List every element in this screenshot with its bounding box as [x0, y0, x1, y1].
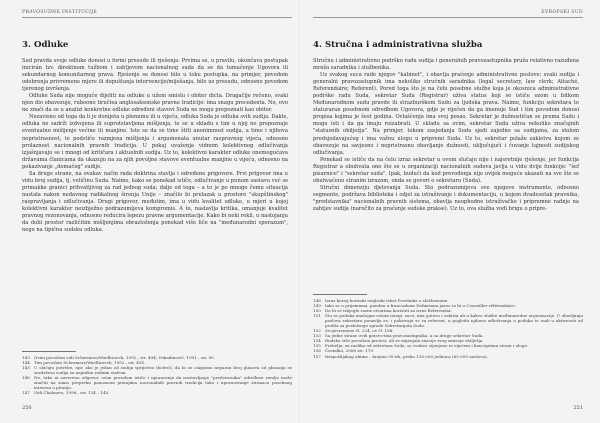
left-paragraph: Nezavisno od toga da li je donijeta u plenumu ili u vijeću, odluka Suda je odluka svih sudija. Dakle, odluka ne sadrži izdvojena ili suprotstavljena mišljenja, te se u skladu s tim u njoj ne prepoznaje eventualno mišljenje većine ili manjine. Iste se da se time štiti anonimnost sudija, a time i njihova nepristrasnost, te podstiče razmjena mišljenja i argumenata unutar raspravnog vijeća, odnosno prolaznost nacionalnih pravnih tradicija. U pokaj uvaženja vidnom kolektivnog odlučivanja izjašnjavaju se i mnogi od kritičara i aktuelnih sudija. Uz to, kolektivni karakter odluke onemogućava državama članicama da ukazuju na za njih povoljne stavove eventualne manjine u vijeću, odnosno na pokazivanje „domaćeg" sudije. [22, 114, 288, 170]
footnote-number: 147 [22, 390, 30, 396]
footnote [22, 365, 292, 375]
page-gutter [299, 0, 301, 423]
left-header-rule [22, 17, 292, 18]
footnote-text: Iako se u prijemama, pandan u francuskom Definiranu jasno ta bi u Conseiller référendaire. [325, 303, 517, 309]
right-footnote-rule [313, 294, 367, 295]
left-page-number: 250 [22, 405, 32, 411]
footnote [313, 313, 583, 328]
footnote-number: 152 [313, 328, 321, 334]
right-paragraph: Stručnu i administrativnu podršku radu sudija i generalnih pravozastupnika pruža relativno razuđena mreža saradnika i službenika. [313, 58, 579, 72]
right-running-head: EVROPSKI SUD [541, 10, 583, 15]
right-section-heading: 4. Stručna i administrativna služba [313, 40, 483, 50]
left-section-heading: 3. Odluke [22, 40, 69, 50]
footnote-text: Ovim povodom vidi Schermers/Waelbroeck, 1992., str. 494; Vukadinović, 1991., str. 90. [34, 355, 216, 360]
left-body-text [22, 58, 288, 234]
footnote-number: 146 [22, 375, 30, 381]
left-paragraph: Sud pravda svoje odluke donosi u formi presude ili rješenja. Prvima se, u pravilu, okončava postupak inicirán tzv. direktnom tužbom i zahtjevom nacionalnog suda da se da tumačenje Ugovora ili sekundarnog komunitarnog prava. Rješenje se donosi bilo u toku postupka, na primjer, povodom odobrenja privremene mjere ili dopuštanja intervencije/miješanja, bilo uz presudu, odnosno povodom tjerenog izvršenja. [22, 58, 288, 93]
footnote-text: U slučaju potrebe, npr. ako je jedan od sudija spriječen (bolest), da bi se osiguran neparan broj glasova od glasanja se suzdržava sudija sa najnižim radnim stažom. [34, 365, 292, 376]
left-paragraph: Odluke Suda nije moguće dijeliti na odluke u užem smislu i obiter dicta. Dragačije rečeno, svaki njen dio obavezuje, ruboono tiručiea anglosaksonske pravne tradicije: ima snagu precedenta. No, ovo ne znači da se u analizi konkretne odluke određeni stavovi Suda ne mogu prepoznati kao obiter. [22, 93, 288, 114]
footnote-number: 151 [313, 313, 321, 319]
left-running-head: PRAVOSUDNE INSTITUCIJE [22, 10, 98, 15]
right-body-text [313, 58, 579, 213]
left-footnotes [22, 355, 292, 395]
footnote-text: Svojevremeno čl. 224, ce čl. 188. [325, 328, 394, 334]
footnote-number: 143 [22, 355, 30, 360]
footnote [22, 390, 292, 395]
footnote-text: Što se poduka analogan ostom izrogi, zuce, ima gotovo i sakrita ali u kakve službe međunarodne organizacije. U obavljanju poslova sekretara ponavlja se, i pokrivaju se za referent, u pogledu njihova odlučivanja u poduka te razli u aktivnosti od profila sa posluženju zgrade Sekretarijata Suda. [325, 313, 583, 329]
footnote-text: Sa jedne strane ovih gatovo-ima pravozastupnika, a sa druge sekretar Suda. [325, 333, 484, 339]
right-paragraph: Stručni dimenziju djelovanja Suda. Sto podrazumijeva sve njegove instrumente, odnosno segmente, podržava biblioteka i odjel za istraživanje i dokumentaciju, u kojem dvadesetak pravnika, "predstavnika" nacionalnih pravnih sistema, obavlja neophodne istraživačke i pripremne radnje na zahtjev sudija (naročito za praćenje sudske prakse). Uz to, ova služba vodi brigu o pripre- [313, 184, 579, 212]
footnote-number: 148 [313, 298, 321, 303]
left-footnote-rule [22, 351, 76, 352]
footnote-text: Da bi se izbjegle razne stvarima koristiti za izraz Referendar. [325, 308, 452, 314]
footnote [22, 375, 292, 390]
footnote-number: 156 [313, 348, 321, 354]
right-paragraph: Ponekad se ističe da na čelu izraz sekretar u ovom slučaju nije i najsretnije rješenje, jer funkcija Registrar a obuhvata ono što se u organizaciji nacionalnih sudova javlja u vidu dvije funkcije: "šef pisarnice" i "sekretar suda". Ipak, budući da kod prevođenja nije uvijek moguće ukazati na sve što se obuhvaćeno stranim izrazom, onda se govori o sekretaru (Suda). [313, 156, 579, 184]
right-footnotes [313, 298, 583, 359]
footnote-number: 154 [313, 338, 321, 344]
footnote-number: 157 [313, 353, 321, 359]
right-page [313, 0, 583, 423]
footnote-number: 155 [313, 343, 321, 349]
footnote-number: 145 [22, 365, 30, 371]
footnote-text: Rudzha više povodom protest, ali se mijenjala znacije zvog smisoja obilježja. [325, 338, 484, 344]
footnote-text: Prebelju, za razliku od sekretara Suda, se ovakve cijenjeno to vijećem i konceptima strani i uloge. [325, 343, 529, 349]
footnote-text: Vidi Chalmers, 1998., str. 134 – 140. [34, 390, 110, 396]
footnote-number: 153 [313, 333, 321, 339]
footnote-number: 150 [313, 308, 321, 314]
footnote-number: 149 [313, 303, 321, 309]
left-page [22, 0, 292, 423]
right-header-rule [313, 17, 583, 18]
footnote-text: Izraz koreg koreniti engleski tekst Povelnika o službenomu. [325, 298, 449, 303]
footnote-text: Ne, tako ni suverenu odgovor, ovim povodom ističe i upozorenja da izostavljanje "predstavnika" određene zemlje može značiti na samo prepreku panosnom pitanjima nacionalnih pravnih tradicija tako i upozoravanje stranaca posebnog interesa u pitanju. [34, 375, 292, 391]
right-page-number: 251 [573, 405, 583, 411]
left-paragraph: Sa druge strane, na ovakav način rada doktrina stavlja i određene prigovore. Prvi prigovor ima u vidu broj sudija, tj. veličinu Suda. Naime, kako se ponekad ističe, odlučivanje u punom sastavu već se primakko granici prihvatljivog za rad jednog suda; dalje od toga – a to je po mnogo čemu situacija nastala nakon nedavnog radikalnog širenja Unije – značilo bi prelazak u prostore "skupštinskog" raspravljanja i odlučivanja. Drugi prigovor, međutim, ima u vidu kvalitet odluke, u mjeri u kojoj kolektivni karakter neizbježno podrazumijeva kompromis. A to, nastavlja kritika, umanjuje kvalitet pravnog rezonovanja, odnosno reducira lepezu pravne argumentacije. Kako bi neki rekli, u nastojanju da dobi prostor različitim mišljenjima obrazloženja ponekad više liče na "međunarodni sporazum", nego na tipičnu sudsku odluku. [22, 170, 288, 234]
footnote-text: Čestalko, 2006 str. 170. [325, 348, 375, 354]
footnote-number: 144 [22, 360, 30, 366]
footnote-text: Tim povodom Schermers/Waelbroeck, 1992., str. 495. [34, 360, 146, 366]
right-paragraph: Uz svakog suca rade njegov "kabinet", i obavlja praćenje administrativne poslove; svaki sudija i generalni pravozastupnik ima nekoliko stručnih saradnika (legal secretary, law clerk; Attaché, Referendaire; Referent). Pored toga što je na čelu posebne službe koja je okosnica administrativne podrške radu Suda, sekretar Suda (Registrar) uživa status koji se ističe ozom u bitkom Međunarodnom sudu pravde ili strazburškom Sudu za ljudska prava. Naime, funkciju sekretara te staturaran posebnom odredbom Ugovora, gdje je riječen da ga imenuje Sud i tim povodom donosi propisa kojima je šest godina. Ovlašćenja ima svoj posao. Sekretar je dužnostičan se prema Sudu i mogu isti i da ga imaju reizabrati. U skladu sa ovim, sekretar Suda uživa nekoliko značajnih "statusnih obilježja". Na primjer, tokom zasjedanja Suda sjedi zajedno sa sudijama, za stolom predsjedavajućeg i ima važnu ulogu u pripremi Suda. Uz to, sekretar polaže zakletvu kojom se obavezuje na savjesno i nepristrasno obavljanje dužnosti, uključujući i čuvanje tajnosti sudijskog odlučivanja. [313, 72, 579, 156]
footnote-text: Rezpošiljakog obima – krajem 90-tih, preko 130.000 jedinica (65.000 naslova). [325, 353, 488, 359]
footnote [313, 354, 583, 359]
